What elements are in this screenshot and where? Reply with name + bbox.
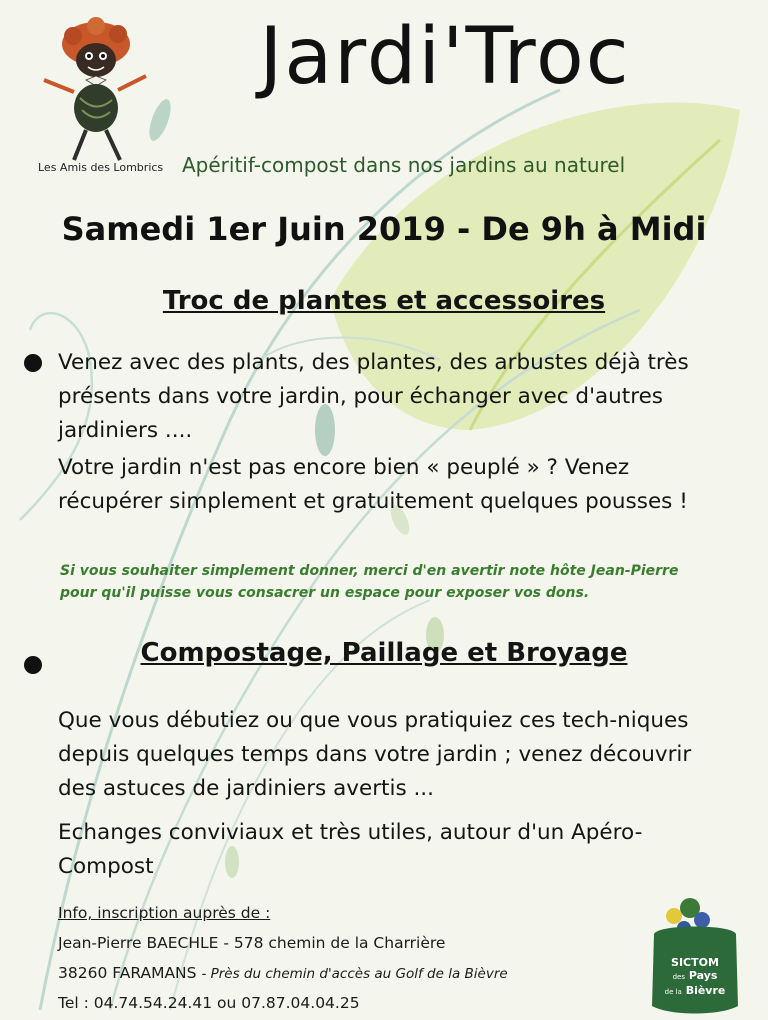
compost-paragraph-2: Echanges conviviaux et très utiles, autour d'un Apéro-Compost [58, 820, 643, 879]
city-note: - Près du chemin d'accès au Golf de la Bièvre [201, 966, 508, 982]
sictom-line-3: Bièvre [685, 984, 726, 997]
compost-paragraph-1: Que vous débutiez ou que vous pratiquiez ces tech-niques depuis quelques temps dans votre jardin ; venez découvrir des astuces de jardiniers avertis ... [58, 708, 692, 801]
donation-note: Si vous souhaiter simplement donner, merci d'en avertir note hôte Jean-Pierre pour qu'il puisse vous consacrer un espace pour exposer vos dons. [60, 563, 679, 601]
sictom-logo [640, 894, 750, 1016]
main-title: Jardi'Troc [259, 12, 631, 102]
contact-phone: Tel : 04.74.54.24.41 ou 07.87.04.04.25 [58, 994, 360, 1012]
sictom-logo-text [658, 956, 732, 999]
bullet-icon [24, 354, 42, 372]
info-heading: Info, inscription auprès de : [58, 904, 271, 922]
troc-paragraph-2: Votre jardin n'est pas encore bien « peuplé » ? Venez récupérer simplement et gratuitement quelques pousses ! [58, 455, 688, 514]
sictom-line-1: SICTOM [671, 956, 719, 969]
contact-address: Jean-Pierre BAECHLE - 578 chemin de la Charrière [58, 934, 446, 952]
section-title-troc: Troc de plantes et accessoires [162, 286, 606, 316]
sictom-line-2-small: des [672, 973, 685, 981]
event-date: Samedi 1er Juin 2019 - De 9h à Midi [61, 210, 707, 248]
association-name: Les Amis des Lombrics [38, 161, 164, 174]
subtitle: Apéritif-compost dans nos jardins au naturel [182, 153, 626, 177]
sictom-line-2: Pays [688, 969, 718, 982]
sictom-line-3-small: de la [664, 988, 682, 996]
troc-paragraph-1: Venez avec des plants, des plantes, des arbustes déjà très présents dans votre jardin, pour échanger avec d'autres jardiniers .... [58, 350, 689, 443]
mascot-illustration [38, 14, 158, 164]
contact-city [58, 964, 508, 982]
section-title-compostage: Compostage, Paillage et Broyage [140, 638, 628, 668]
city-name: 38260 FARAMANS [58, 964, 197, 982]
